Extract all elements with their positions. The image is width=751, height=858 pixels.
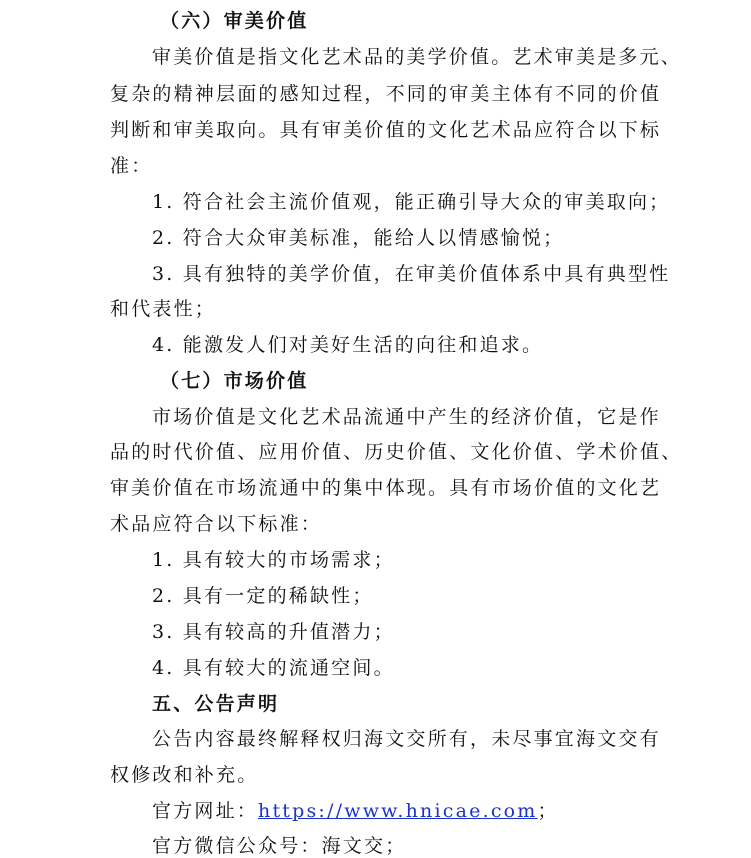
section-6-list-item-continuation: 和代表性； xyxy=(110,298,217,320)
website-link[interactable]: https://www.hnicae.com xyxy=(258,800,538,822)
section-6-paragraph-line: 判断和审美取向。具有审美价值的文化艺术品应符合以下标 xyxy=(110,119,662,141)
section-6-list-item: 3. 具有独特的美学价值，在审美价值体系中具有典型性 xyxy=(152,263,671,285)
section-7-paragraph-line: 术品应符合以下标准： xyxy=(110,513,323,535)
section-7-paragraph-line: 审美价值在市场流通中的集中体现。具有市场价值的文化艺 xyxy=(110,477,662,499)
section-7-list-item: 2. 具有一定的稀缺性； xyxy=(152,585,374,607)
section-6-list-item: 4. 能激发人们对美好生活的向往和追求。 xyxy=(152,334,544,356)
announcement-paragraph-line: 公告内容最终解释权归海文交所有，未尽事宜海文交有 xyxy=(152,728,661,750)
section-6-paragraph-line: 准： xyxy=(110,155,153,177)
section-7-paragraph-line: 市场价值是文化艺术品流通中产生的经济价值，它是作 xyxy=(152,406,661,428)
section-7-paragraph-line: 品的时代价值、应用价值、历史价值、文化价值、学术价值、 xyxy=(110,441,683,463)
section-6-paragraph-line: 复杂的精神层面的感知过程，不同的审美主体有不同的价值 xyxy=(110,83,662,105)
website-line xyxy=(152,799,559,823)
section-6-list-item: 1. 符合社会主流价值观，能正确引导大众的审美取向； xyxy=(152,191,671,213)
announcement-heading: 五、公告声明 xyxy=(152,693,280,715)
wechat-label: 官方微信公众号： xyxy=(152,835,322,857)
website-label: 官方网址： xyxy=(152,800,259,822)
section-6-paragraph-line: 审美价值是指文化艺术品的美学价值。艺术审美是多元、 xyxy=(152,46,683,68)
section-6-list-item: 2. 符合大众审美标准，能给人以情感愉悦； xyxy=(152,227,565,249)
section-7-list-item: 4. 具有较大的流通空间。 xyxy=(152,657,395,679)
wechat-line xyxy=(152,834,406,858)
section-6-heading: （六）审美价值 xyxy=(160,10,309,32)
wechat-value: 海文交； xyxy=(321,835,407,857)
announcement-paragraph-line: 权修改和补充。 xyxy=(110,764,259,786)
section-7-list-item: 1. 具有较大的市场需求； xyxy=(152,549,395,571)
section-7-list-item: 3. 具有较高的升值潜力； xyxy=(152,621,395,643)
website-suffix: ； xyxy=(537,800,559,822)
section-7-heading: （七）市场价值 xyxy=(160,370,309,392)
